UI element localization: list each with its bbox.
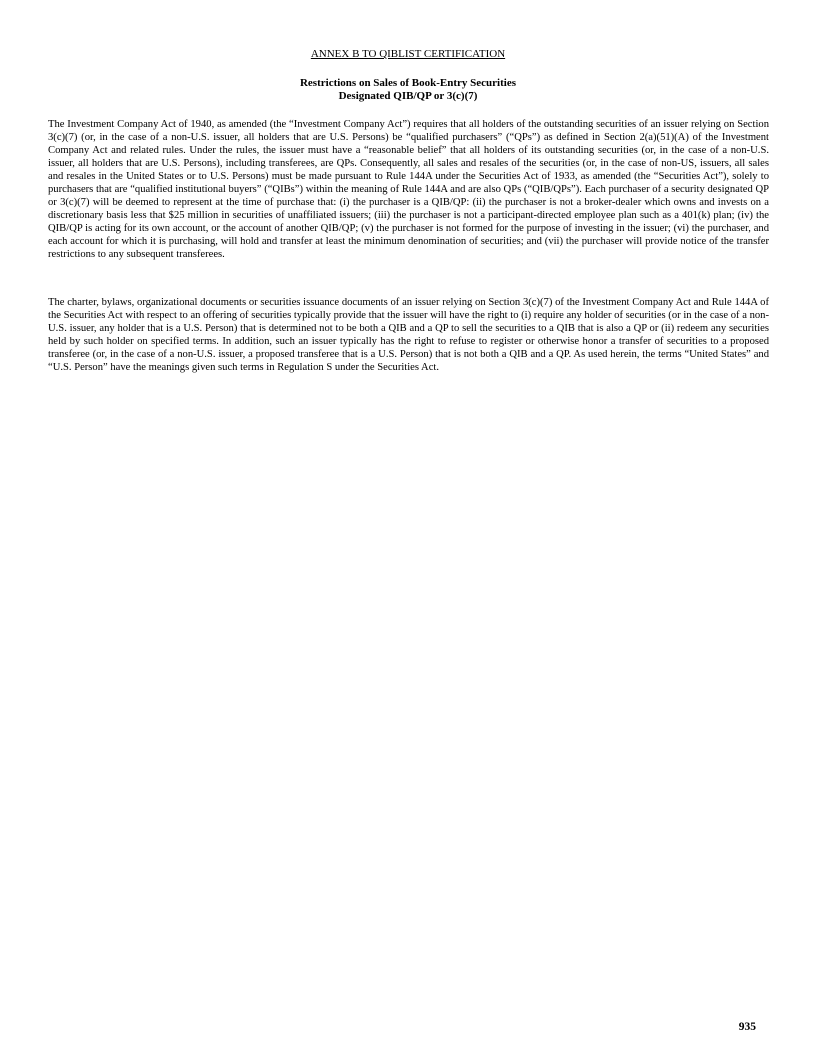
page-number: 935 [738, 1021, 756, 1033]
body-paragraph-2: The charter, bylaws, organizational documents or securities issuance documents of an issuer relying on Section 3(c)(7) of the Investment Company Act and Rule 144A of the Securities Act with respect to an offering of securities typically provide that the issuer will have the right to (i) require any holder of securities (or in the case of a non-U.S. issuer, any holder that is a U.S. Person) that is determined not to be both a QIB and a QP to sell the securities to a QIB that is also a QP or (ii) redeem any securities held by such holder on specified terms. In addition, such an issuer typically has the right to refuse to register or otherwise honor a transfer of securities to a proposed transferee (or, in the case of a non-U.S. issuer, a proposed transferee that is a U.S. Person) that is not both a QIB and a QP. As used herein, the terms “United States” and “U.S. Person” have the meanings given such terms in Regulation S under the Securities Act. [48, 297, 769, 373]
annex-title: ANNEX B TO QIBLIST CERTIFICATION [310, 48, 506, 60]
heading-line-1: Restrictions on Sales of Book-Entry Securities [299, 77, 516, 89]
section-heading [0, 77, 816, 103]
body-paragraph-1: The Investment Company Act of 1940, as amended (the “Investment Company Act”) requires that all holders of the outstanding securities of an issuer relying on Section 3(c)(7) (or, in the case of a non-U.S. issuer, all holders that are U.S. Persons) be “qualified purchasers” (“QPs”) as defined in Section 2(a)(51)(A) of the Investment Company Act and related rules. Under the rules, the issuer must have a “reasonable belief” that all holders of its outstanding securities (or, in the case of a non-U.S. issuer, all holders that are U.S. Persons), including transferees, are QPs. Consequently, all sales and resales of the securities (or, in the case of non-US, issuers, all sales and resales in the United States or to U.S. Persons) must be made pursuant to Rule 144A under the Securities Act of 1933, as amended (the “Securities Act”), solely to purchasers that are “qualified institutional buyers” (“QIBs”) within the meaning of Rule 144A and are also QPs (“QIB/QPs”). Each purchaser of a security designated QP or 3(c)(7) will be deemed to represent at the time of purchase that: (i) the purchaser is a QIB/QP: (ii) the purchaser is not a broker-dealer which owns and invests on a discretionary basis less that $25 million in securities of unaffiliated issuers; (iii) the purchaser is not a participant-directed employee plan such as a 401(k) plan; (iv) the QIB/QP is acting for its own account, or the account of another QIB/QP; (v) the purchaser is not formed for the purpose of investing in the issuer; (vi) the purchaser, and each account for which it is purchasing, will hold and transfer at least the minimum denomination of securities; and (vii) the purchaser will provide notice of the transfer restrictions to any subsequent transferees. [48, 119, 769, 260]
heading-line-2: Designated QIB/QP or 3(c)(7) [338, 90, 478, 102]
